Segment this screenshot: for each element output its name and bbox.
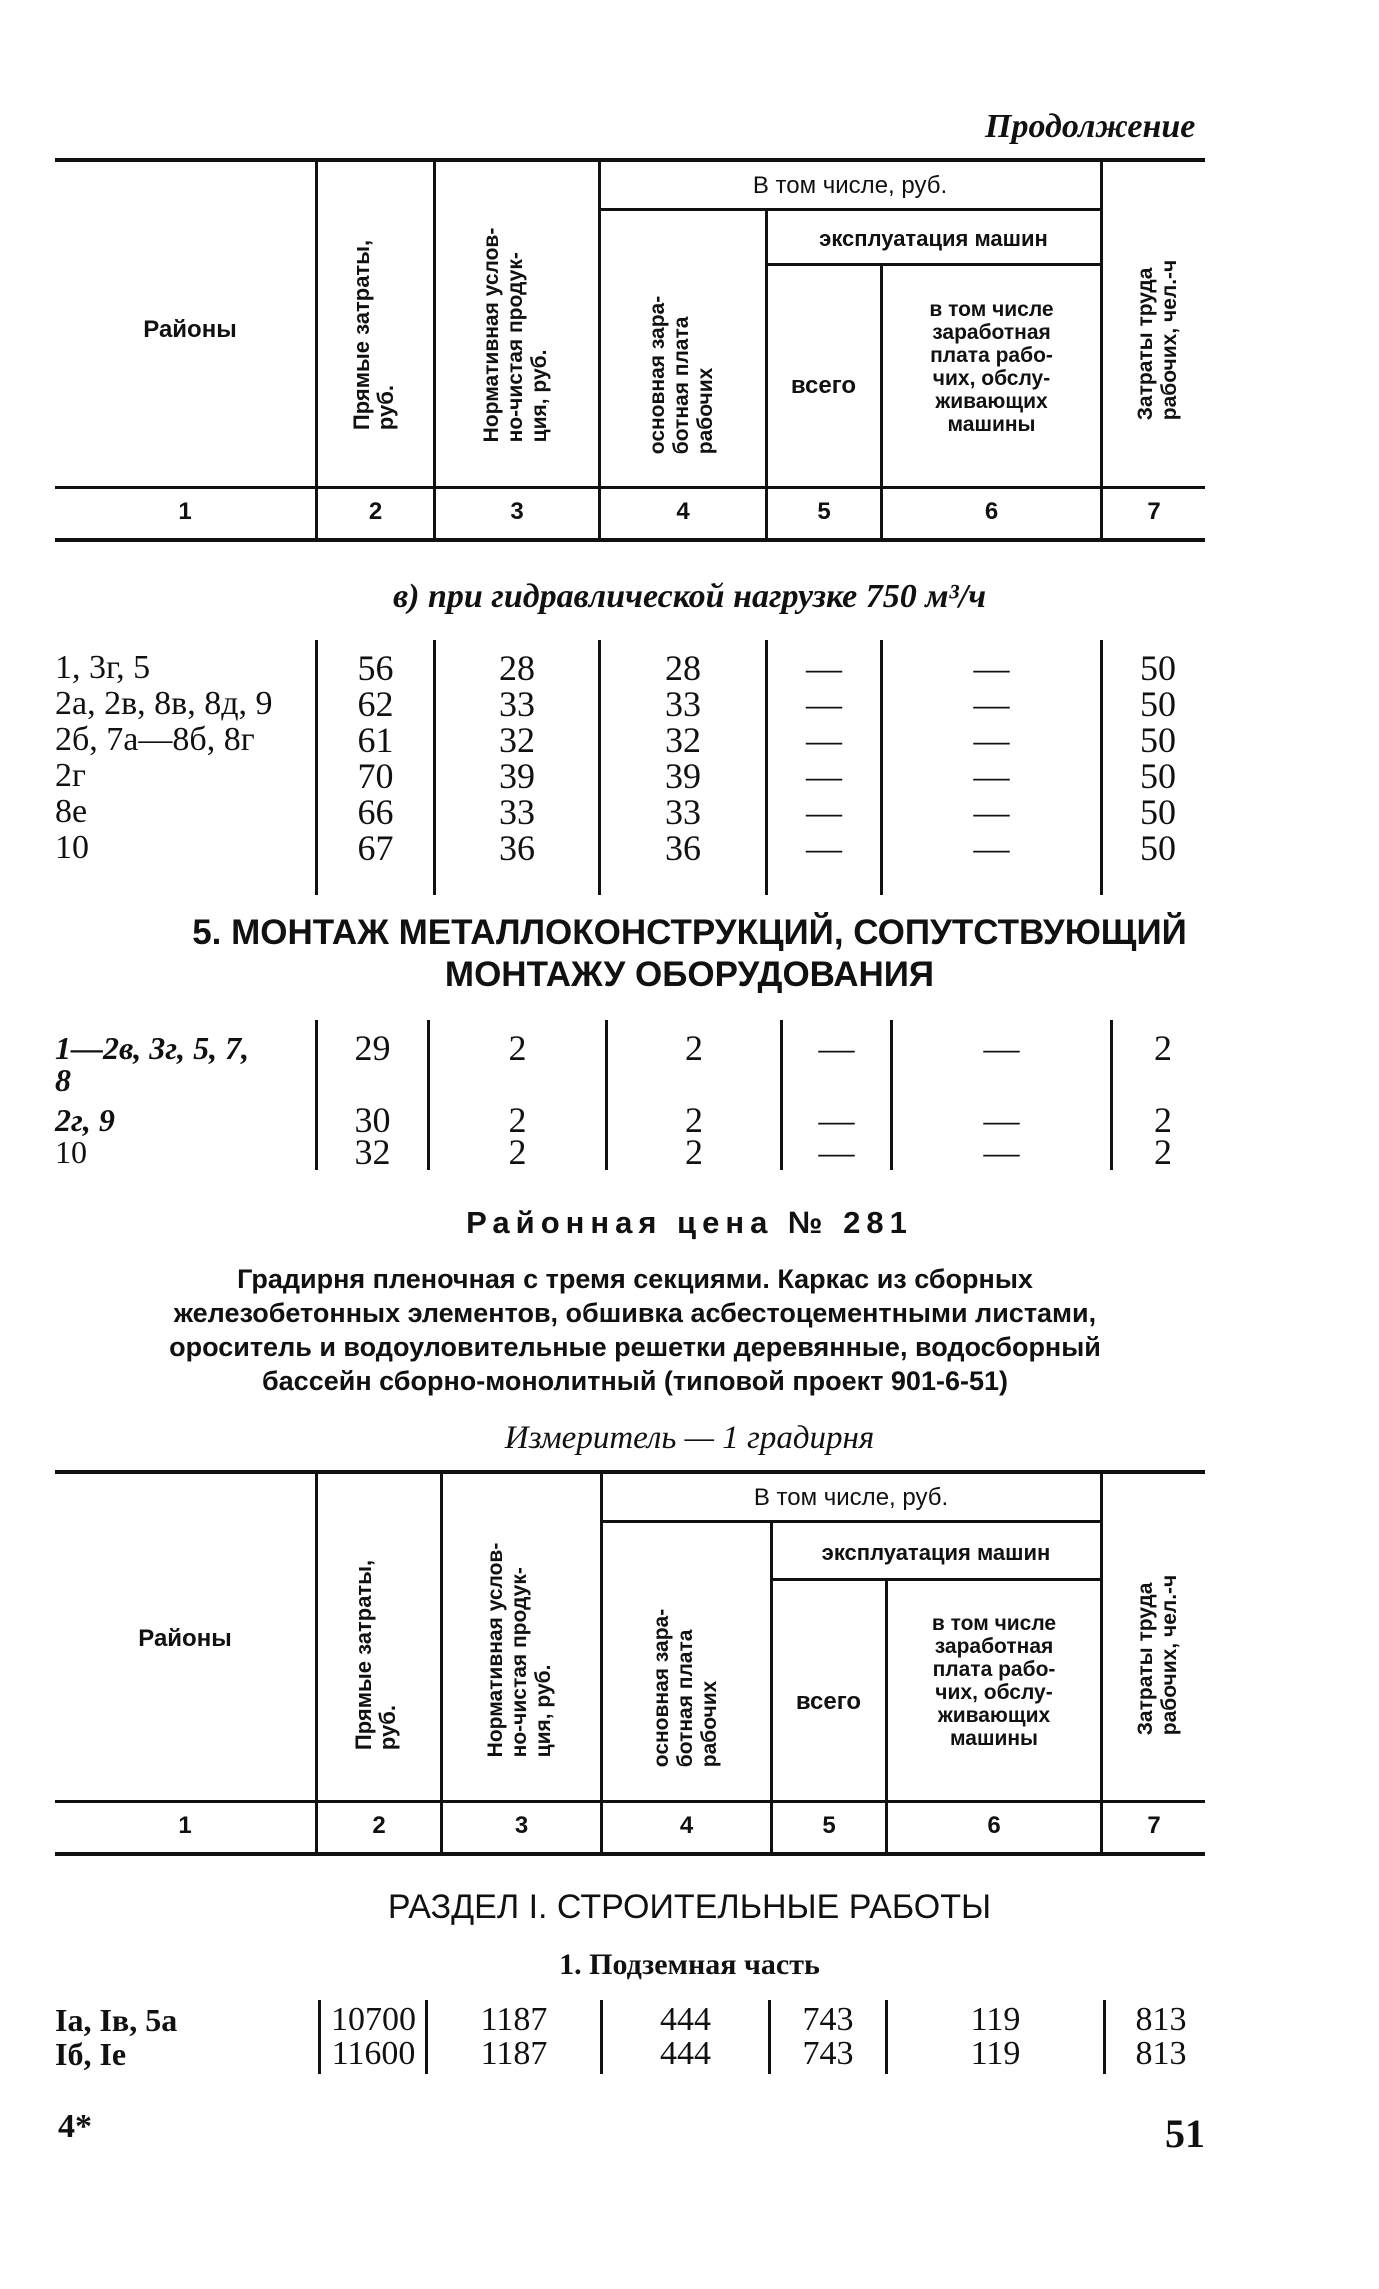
col-header-labor-line: рабочих, чел.-ч [1158, 259, 1181, 421]
cell-wage: 39 [665, 756, 701, 796]
cell-wage: 28 [665, 648, 701, 688]
col-header-incl: В том числе, руб. [753, 1484, 949, 1511]
section-5-heading [0, 912, 1379, 996]
header-subrule [767, 263, 1100, 266]
col-header-wage-line: ботная плата [674, 1629, 697, 1768]
row-label: 1, 3г, 5 [55, 649, 151, 686]
cell-total: — [806, 720, 842, 760]
cell-incl-wage: — [973, 828, 1010, 868]
cell-norm: 2 [508, 1028, 527, 1068]
cell-wage: 33 [665, 792, 701, 832]
col-header-total: всего [795, 1688, 862, 1715]
col-header-labor-line: рабочих, чел.-ч [1158, 1574, 1181, 1736]
col-header-rayony: Районы [143, 316, 237, 343]
cell-incl-wage: — [973, 792, 1010, 832]
incl-wage-line: живающих [935, 390, 1048, 413]
cell-norm: 28 [499, 648, 535, 688]
col-number: 6 [984, 498, 999, 525]
cell-total: — [818, 1100, 855, 1140]
cell-norm: 33 [499, 792, 535, 832]
cell-labor: 50 [1140, 792, 1176, 832]
col-header-direct [350, 240, 398, 430]
incl-wage-line: машины [947, 413, 1036, 436]
header-divider [433, 162, 436, 539]
incl-wage-line: в том числе [931, 1612, 1057, 1635]
section-5-heading-line: МОНТАЖУ ОБОРУДОВАНИЯ [444, 955, 935, 994]
cell-direct: 67 [357, 828, 394, 868]
cell-direct: 29 [354, 1028, 391, 1068]
header-divider [315, 162, 318, 539]
col-header-wage-line: рабочих [698, 1680, 721, 1768]
col-header-wage [646, 296, 718, 454]
header-subrule [600, 208, 1100, 211]
cell-wage: 33 [665, 684, 701, 724]
cell-direct: 62 [357, 684, 394, 724]
row-label: 10 [55, 1134, 87, 1170]
cell-total: — [806, 756, 842, 796]
col-number: 1 [178, 498, 192, 525]
cell-norm: 36 [499, 828, 535, 868]
cell-wage: 444 [660, 2001, 711, 2038]
header-divider [600, 1474, 603, 1854]
header-divider [1100, 1474, 1103, 1854]
col-header-wage-line: рабочих [694, 367, 717, 455]
cell-wage: 2 [685, 1132, 703, 1172]
description-line: ороситель и водоуловительные решетки деревянные, водосборный [169, 1332, 1101, 1362]
cell-labor: 813 [1135, 2001, 1187, 2038]
row-label: 10 [55, 829, 89, 866]
section-5-heading-line: 5. МОНТАЖ МЕТАЛЛОКОНСТРУКЦИЙ, СОПУТСТВУЮЩИЙ [192, 913, 1187, 952]
cell-direct: 70 [357, 756, 394, 796]
incl-wage-line: живающих [937, 1704, 1051, 1727]
incl-wage-line: чих, обслу- [935, 1681, 1053, 1704]
col-header-total: всего [790, 372, 857, 399]
cell-total: — [806, 648, 842, 688]
incl-wage-line: плата рабо- [930, 344, 1053, 367]
col-header-wage [650, 1609, 722, 1767]
cell-incl-wage: — [973, 720, 1010, 760]
row-label: 2а, 2в, 8в, 8д, 9 [55, 685, 273, 722]
col-header-rayony: Районы [138, 1625, 232, 1652]
col-number: 6 [987, 1812, 1001, 1839]
col-header-norm [484, 1543, 556, 1758]
description-line: железобетонных элементов, обшивка асбестоцементными листами, [173, 1298, 1097, 1328]
incl-wage-line: машины [950, 1727, 1038, 1750]
col-number: 3 [514, 1812, 529, 1839]
cell-wage: 36 [665, 828, 701, 868]
col-header-machines: эксплуатация машин [821, 1540, 1051, 1565]
col-header-norm-line: ция, руб. [528, 349, 551, 443]
col-header-machines: эксплуатация машин [819, 226, 1048, 251]
header-top-rule [55, 158, 1205, 162]
cell-norm: 2 [508, 1132, 527, 1172]
header-subrule [772, 1578, 1100, 1581]
cell-total: — [806, 828, 842, 868]
cell-labor: 2 [1154, 1028, 1172, 1068]
row-label: 8е [55, 793, 88, 830]
cell-direct: 30 [354, 1100, 391, 1140]
col-number: 5 [817, 498, 831, 525]
col-header-incl-wage [883, 298, 1100, 436]
cell-incl-wage: 119 [970, 2035, 1021, 2072]
col-number: 7 [1147, 498, 1161, 525]
col-header-direct-line: Прямые затраты, [351, 1559, 376, 1751]
subsection-heading: 1. Подземная часть [559, 1948, 820, 1981]
cell-incl-wage: — [983, 1028, 1020, 1068]
col-header-labor [1134, 1575, 1182, 1735]
cell-total: 743 [802, 2035, 854, 2072]
cell-wage: 2 [685, 1100, 703, 1140]
cell-wage: 444 [660, 2035, 711, 2072]
col-header-labor [1134, 260, 1182, 420]
header-bottom-rule [55, 1800, 1205, 1803]
cell-incl-wage: 119 [970, 2001, 1021, 2038]
cell-incl-wage: — [983, 1132, 1020, 1172]
col-number: 5 [822, 1812, 836, 1839]
cell-labor: 2 [1154, 1132, 1172, 1172]
col-header-norm-line: ция, руб. [532, 1664, 555, 1758]
col-header-norm-line: но-чистая продук- [508, 1567, 531, 1758]
cell-incl-wage: — [973, 684, 1010, 724]
col-header-direct-line: Прямые затраты, [349, 239, 374, 431]
col-number: 4 [676, 498, 690, 525]
cell-wage: 32 [665, 720, 701, 760]
col-header-direct [352, 1560, 400, 1750]
cell-labor: 50 [1140, 684, 1176, 724]
cell-wage: 2 [685, 1028, 703, 1068]
header-divider [1100, 162, 1103, 539]
col-number: 7 [1147, 1812, 1161, 1839]
col-header-norm-line: Нормативная услов- [480, 227, 503, 443]
row-label: 1—2в, 3г, 5, 7, [55, 1030, 250, 1066]
cell-labor: 50 [1140, 756, 1176, 796]
cell-incl-wage: — [973, 756, 1010, 796]
header-divider [315, 1474, 318, 1854]
col-header-incl: В том числе, руб. [752, 172, 948, 199]
row-label: 8 [55, 1062, 71, 1098]
col-number: 2 [372, 1812, 386, 1839]
cell-total: 743 [802, 2001, 854, 2038]
cell-incl-wage: — [983, 1100, 1020, 1140]
cell-direct: 10700 [331, 2001, 416, 2038]
col-header-incl-wage [888, 1612, 1100, 1750]
cell-labor: 2 [1154, 1100, 1172, 1140]
col-header-labor-line: Затраты труда [1134, 267, 1157, 421]
cell-direct: 56 [357, 648, 394, 688]
header-bottom-rule [55, 486, 1205, 489]
cell-norm: 1187 [480, 2035, 548, 2072]
measure-label: Измеритель — 1 градирня [504, 1420, 875, 1456]
row-label: Iб, Iе [55, 2036, 127, 2072]
footer-signature-mark: 4* [58, 2108, 92, 2145]
col-header-direct-line: руб. [375, 1705, 400, 1751]
incl-wage-line: в том числе [929, 298, 1054, 321]
incl-wage-line: чих, обслу- [932, 367, 1051, 390]
col-header-wage-line: основная зара- [646, 295, 669, 455]
col-number: 1 [178, 1812, 192, 1839]
col-header-direct-line: руб. [373, 385, 398, 431]
section-v-title: в) при гидравлической нагрузке 750 м³/ч [392, 578, 987, 615]
col-header-labor-line: Затраты труда [1134, 1582, 1157, 1736]
col-divider [318, 2000, 321, 2074]
col-number: 4 [679, 1812, 694, 1839]
price-title: Районная цена № 281 [466, 1205, 913, 1240]
header-divider [440, 1474, 443, 1854]
col-number: 2 [368, 498, 383, 525]
cell-total: — [806, 684, 842, 724]
page-number: 51 [1165, 2111, 1205, 2156]
cell-norm: 32 [499, 720, 535, 760]
col-header-norm-line: Нормативная услов- [484, 1542, 507, 1758]
row-label: Iа, Iв, 5а [55, 2002, 178, 2038]
incl-wage-line: заработная [932, 321, 1051, 344]
incl-wage-line: заработная [934, 1635, 1054, 1658]
row-label: 2г, 9 [55, 1102, 115, 1138]
header-subrule [602, 1520, 1100, 1523]
col-number: 3 [510, 498, 524, 525]
cell-labor: 813 [1135, 2035, 1187, 2072]
cell-labor: 50 [1140, 720, 1176, 760]
cell-norm: 33 [499, 684, 535, 724]
cell-labor: 50 [1140, 648, 1176, 688]
col-header-norm-line: но-чистая продук- [504, 252, 527, 443]
header-divider [598, 162, 601, 539]
cell-total: — [818, 1132, 855, 1172]
cell-incl-wage: — [973, 648, 1010, 688]
incl-wage-line: плата рабо- [932, 1658, 1056, 1681]
cell-total: — [818, 1028, 855, 1068]
cell-direct: 32 [354, 1132, 391, 1172]
cell-norm: 39 [499, 756, 535, 796]
cell-norm: 1187 [480, 2001, 548, 2038]
cell-direct: 61 [357, 720, 394, 760]
razdel-heading: РАЗДЕЛ I. СТРОИТЕЛЬНЫЕ РАБОТЫ [387, 1888, 992, 1926]
description-line: бассейн сборно-монолитный (типовой проект 901-6-51) [261, 1366, 1008, 1396]
row-label: 2г [55, 757, 86, 794]
cell-direct: 11600 [331, 2035, 416, 2072]
cell-total: — [806, 792, 842, 832]
header-top-rule [55, 1470, 1205, 1474]
row-label: 2б, 7а—8б, 8г [55, 721, 255, 758]
cell-labor: 50 [1140, 828, 1176, 868]
col-header-wage-line: основная зара- [650, 1608, 673, 1768]
col-header-wage-line: ботная плата [670, 316, 693, 455]
description [60, 1262, 1210, 1398]
cell-direct: 66 [357, 792, 394, 832]
cell-norm: 2 [508, 1100, 527, 1140]
description-line: Градирня пленочная с тремя секциями. Каркас из сборных [237, 1264, 1033, 1294]
numbers-bottom-rule [55, 538, 1205, 542]
continuation-label: Продолжение [985, 108, 1196, 145]
col-header-norm [480, 228, 552, 443]
numbers-bottom-rule [55, 1852, 1205, 1856]
